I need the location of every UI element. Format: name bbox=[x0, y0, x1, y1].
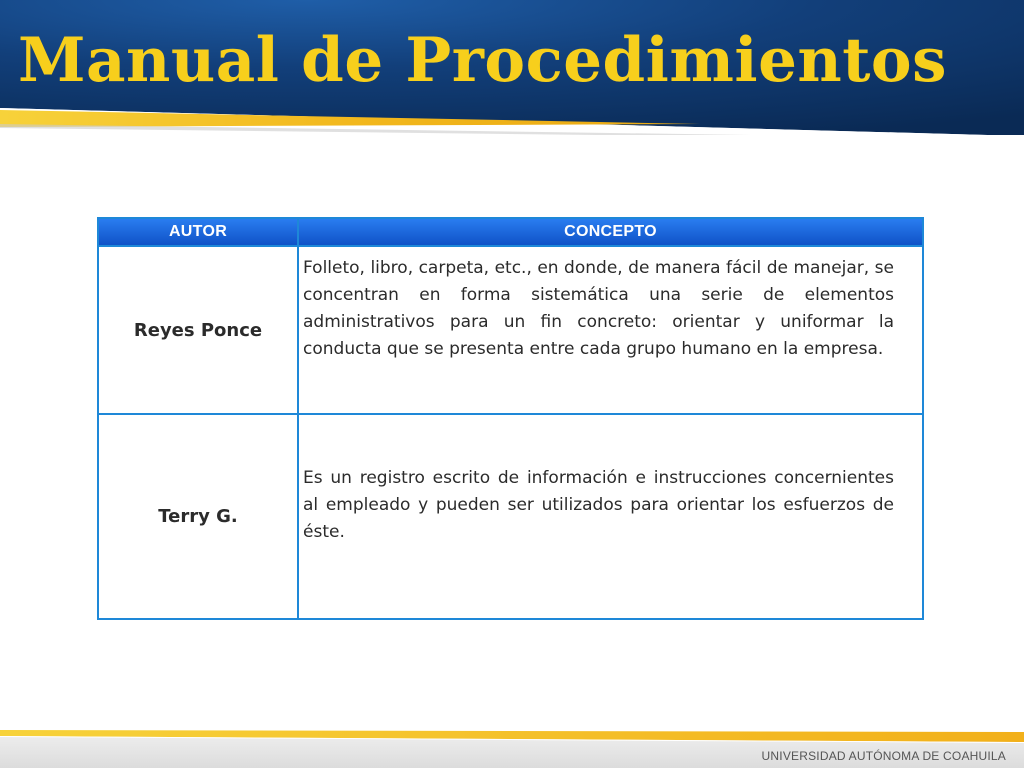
table-header-row bbox=[98, 218, 923, 246]
concept-cell: Es un registro escrito de información e instrucciones concernientes al empleado y pueden ser utilizados para orientar los esfuerzos de éste. bbox=[298, 414, 923, 619]
header-banner bbox=[0, 0, 1024, 135]
column-header-concept: CONCEPTO bbox=[298, 218, 923, 246]
author-cell: Reyes Ponce bbox=[98, 246, 298, 414]
page-title: Manual de Procedimientos bbox=[18, 25, 947, 96]
institution-name: UNIVERSIDAD AUTÓNOMA DE COAHUILA bbox=[761, 749, 1006, 763]
author-cell: Terry G. bbox=[98, 414, 298, 619]
footer-banner bbox=[0, 726, 1024, 768]
table-row bbox=[98, 246, 923, 414]
column-header-author: AUTOR bbox=[98, 218, 298, 246]
concept-table bbox=[97, 217, 924, 620]
table-row bbox=[98, 414, 923, 619]
concept-cell: Folleto, libro, carpeta, etc., en donde, de manera fácil de manejar, se concentran en forma sistemática una serie de elementos administrativos para un fin concreto: orientar y uniformar la conducta que se presenta entre cada grupo humano en la empresa. bbox=[298, 246, 923, 414]
